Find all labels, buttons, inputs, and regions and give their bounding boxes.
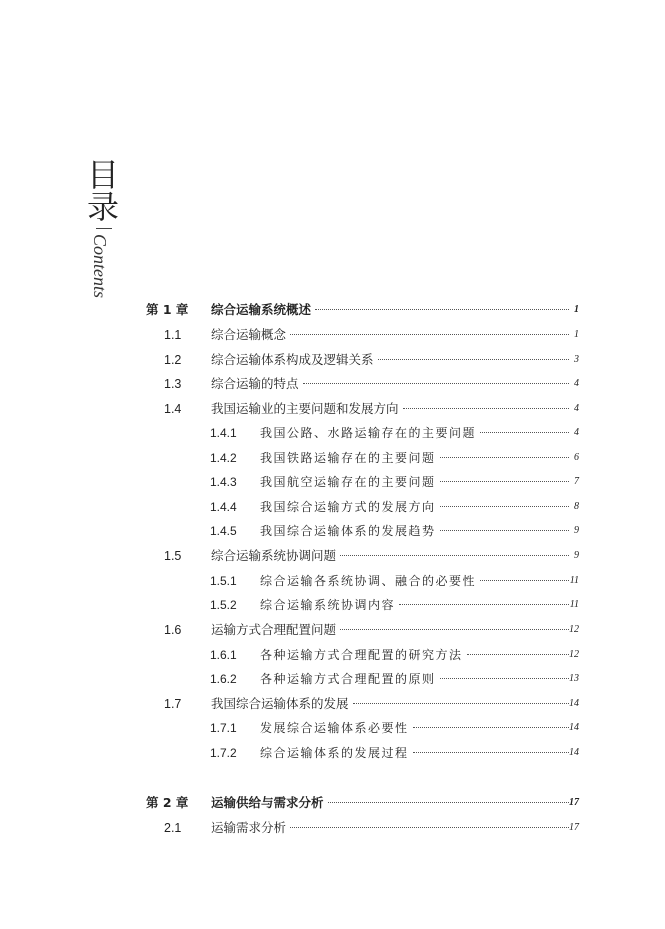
toc-entry-title: 我国铁路运输存在的主要问题: [260, 451, 436, 465]
toc-entry-title: 运输需求分析: [211, 820, 287, 835]
toc-heading: [82, 158, 120, 299]
toc-entry-title-wrap: [260, 669, 573, 689]
toc-entry-title-wrap: [260, 718, 573, 738]
toc-entry-page-number: 17: [569, 822, 579, 833]
dot-leader: [413, 727, 569, 728]
toc-entry-title: 运输方式合理配置问题: [211, 622, 337, 637]
toc-entry-title-wrap: [211, 399, 573, 419]
toc-entry-number: 1.4: [164, 402, 182, 416]
toc-entry-number: 1.1: [164, 328, 182, 342]
toc-entry-title-wrap: [260, 571, 573, 591]
toc-entry-title-wrap: [211, 793, 573, 813]
toc-entry[interactable]: [0, 793, 665, 813]
toc-entry-number: 第 2 章: [146, 795, 189, 810]
toc-entry-page-number: 1: [574, 304, 579, 315]
toc-entry[interactable]: [0, 694, 665, 714]
toc-entry-page-number: 11: [569, 599, 579, 610]
toc-entry-number: 1.6: [164, 623, 182, 637]
toc-entry[interactable]: [0, 497, 665, 517]
toc-heading-chinese: 目录: [82, 158, 120, 222]
toc-entry[interactable]: [0, 645, 665, 665]
dot-leader: [467, 654, 569, 655]
toc-entry-title: 运输供给与需求分析: [211, 795, 324, 810]
toc-entry-number: 1.7.1: [210, 721, 237, 735]
toc-entry[interactable]: [0, 325, 665, 345]
dot-leader: [440, 530, 569, 531]
toc-entry-title: 综合运输系统协调内容: [260, 598, 396, 612]
toc-entry-title-wrap: [260, 448, 573, 468]
toc-entry-page-number: 3: [574, 354, 579, 365]
dot-leader: [440, 678, 569, 679]
toc-entry-page-number: 13: [569, 673, 579, 684]
dot-leader: [480, 580, 569, 581]
toc-entry-title-wrap: [211, 694, 573, 714]
toc-entry-number: 1.5: [164, 549, 182, 563]
toc-entry[interactable]: [0, 718, 665, 738]
toc-entry-title: 我国运输业的主要问题和发展方向: [211, 401, 399, 416]
toc-entry-number: 第 1 章: [146, 302, 189, 317]
toc-entry-number: 1.3: [164, 377, 182, 391]
toc-entry-title-wrap: [211, 374, 573, 394]
toc-entry-title-wrap: [260, 497, 573, 517]
toc-entry-title: 综合运输概念: [211, 327, 287, 342]
toc-entry-title: 综合运输体系构成及逻辑关系: [211, 352, 374, 367]
toc-entry[interactable]: [0, 743, 665, 763]
toc-entry[interactable]: [0, 423, 665, 443]
dot-leader: [290, 334, 569, 335]
toc-entry-number: 1.6.2: [210, 672, 237, 686]
toc-entry-page-number: 6: [574, 452, 579, 463]
toc-entry-number: 1.4.2: [210, 451, 237, 465]
toc-entry-title-wrap: [260, 521, 573, 541]
toc-entry-title: 发展综合运输体系必要性: [260, 721, 409, 735]
dot-leader: [290, 827, 569, 828]
toc-entry-number: 1.4.5: [210, 524, 237, 538]
toc-entry-title-wrap: [211, 325, 573, 345]
toc-entry-number: 1.5.2: [210, 598, 237, 612]
toc-entry-page-number: 9: [574, 550, 579, 561]
dot-leader: [480, 432, 569, 433]
dot-leader: [340, 555, 569, 556]
toc-entry-title-wrap: [260, 423, 573, 443]
toc-entry-title-wrap: [260, 472, 573, 492]
dot-leader: [399, 604, 569, 605]
toc-entry-page-number: 9: [574, 525, 579, 536]
toc-entry-title-wrap: [211, 620, 573, 640]
toc-entry-title-wrap: [260, 595, 573, 615]
toc-entry[interactable]: [0, 350, 665, 370]
dot-leader: [353, 703, 569, 704]
toc-entry-number: 1.5.1: [210, 574, 237, 588]
toc-entry-page-number: 4: [574, 378, 579, 389]
toc-entry-title: 我国综合运输体系的发展: [211, 696, 349, 711]
toc-entry-page-number: 11: [569, 575, 579, 586]
toc-entry-page-number: 14: [569, 747, 579, 758]
toc-entry-number: 1.4.3: [210, 475, 237, 489]
dot-leader: [440, 457, 569, 458]
toc-entry-page-number: 8: [574, 501, 579, 512]
toc-entry-number: 2.1: [164, 821, 182, 835]
toc-entry[interactable]: [0, 472, 665, 492]
dot-leader: [403, 408, 569, 409]
toc-entry[interactable]: [0, 374, 665, 394]
toc-entry-number: 1.6.1: [210, 648, 237, 662]
toc-entry-title: 我国综合运输方式的发展方向: [260, 500, 436, 514]
toc-entry-page-number: 12: [569, 649, 579, 660]
toc-entry-title: 各种运输方式合理配置的原则: [260, 672, 436, 686]
toc-entry[interactable]: [0, 546, 665, 566]
toc-entry-number: 1.4.1: [210, 426, 237, 440]
toc-entry-number: 1.4.4: [210, 500, 237, 514]
toc-entry-title: 综合运输体系的发展过程: [260, 746, 409, 760]
toc-entry-title-wrap: [211, 818, 573, 838]
dot-leader: [303, 383, 569, 384]
dot-leader: [315, 309, 569, 310]
toc-entry-page-number: 17: [569, 797, 579, 808]
toc-entry-number: 1.2: [164, 353, 182, 367]
toc-entry-title-wrap: [211, 546, 573, 566]
toc-entry[interactable]: [0, 620, 665, 640]
toc-entry-page-number: 4: [574, 427, 579, 438]
toc-entry[interactable]: [0, 595, 665, 615]
dot-leader: [413, 752, 569, 753]
toc-entry-page-number: 4: [574, 403, 579, 414]
toc-entry[interactable]: [0, 571, 665, 591]
toc-entry-title-wrap: [260, 743, 573, 763]
toc-entry-title: 各种运输方式合理配置的研究方法: [260, 648, 463, 662]
toc-heading-english: Contents: [90, 234, 110, 299]
toc-entry[interactable]: [0, 818, 665, 838]
dot-leader: [440, 506, 569, 507]
toc-entry-page-number: 14: [569, 698, 579, 709]
toc-entry[interactable]: [0, 300, 665, 320]
toc-entry-number: 1.7: [164, 697, 182, 711]
toc-entry-title: 综合运输的特点: [211, 376, 299, 391]
toc-entry-number: 1.7.2: [210, 746, 237, 760]
dot-leader: [378, 359, 569, 360]
dot-leader: [440, 481, 569, 482]
toc-entry[interactable]: [0, 399, 665, 419]
toc-entry-title: 我国航空运输存在的主要问题: [260, 475, 436, 489]
heading-divider: [96, 228, 112, 229]
toc-entry-title-wrap: [211, 350, 573, 370]
dot-leader: [340, 629, 569, 630]
toc-entry-page-number: 14: [569, 722, 579, 733]
toc-entry-title: 我国综合运输体系的发展趋势: [260, 524, 436, 538]
toc-entry[interactable]: [0, 521, 665, 541]
dot-leader: [328, 802, 569, 803]
toc-entry-page-number: 7: [574, 476, 579, 487]
toc-entry-page-number: 12: [569, 624, 579, 635]
toc-entry-title-wrap: [211, 300, 573, 320]
toc-entry-title: 我国公路、水路运输存在的主要问题: [260, 426, 477, 440]
toc-entry-title-wrap: [260, 645, 573, 665]
toc-entry-title: 综合运输系统协调问题: [211, 548, 337, 563]
toc-entry[interactable]: [0, 669, 665, 689]
toc-entry-title: 综合运输各系统协调、融合的必要性: [260, 574, 477, 588]
toc-entry-page-number: 1: [574, 329, 579, 340]
toc-entry[interactable]: [0, 448, 665, 468]
toc-entry-title: 综合运输系统概述: [211, 302, 312, 317]
